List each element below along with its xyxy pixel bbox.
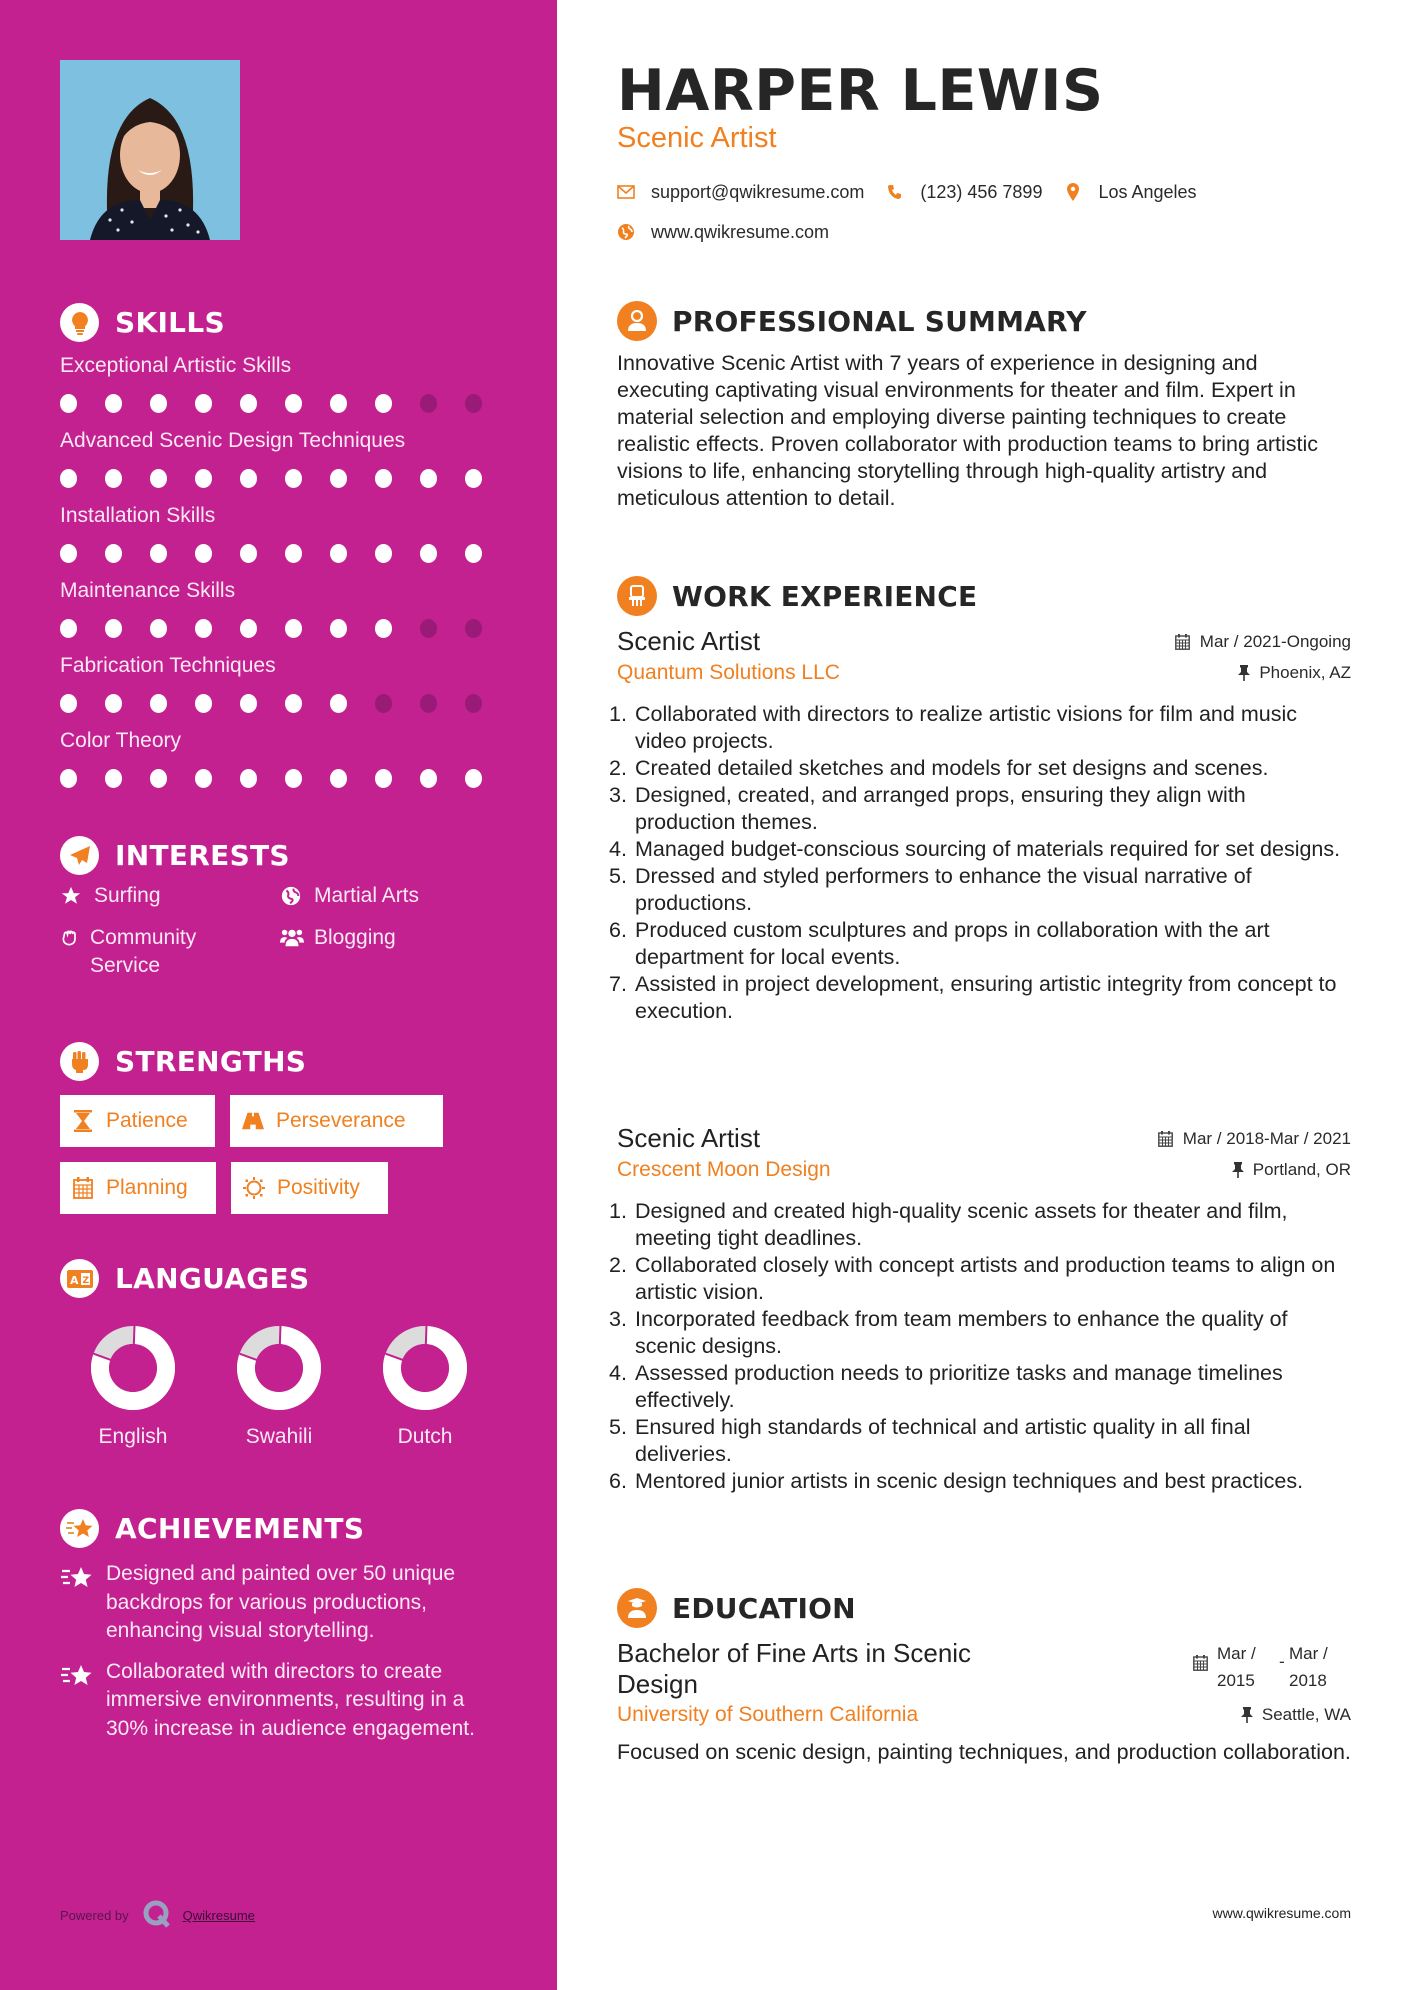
strengths-title: STRENGTHS <box>115 1045 307 1078</box>
rating-dot-empty <box>465 619 482 638</box>
rating-dot-filled <box>330 694 347 713</box>
skills-heading <box>60 303 225 342</box>
rating-dot-filled <box>330 469 347 488</box>
strengths-heading <box>60 1042 306 1081</box>
strength-patience: Patience <box>60 1095 215 1147</box>
rating-dot-filled <box>105 694 122 713</box>
rating-dot-empty <box>465 694 482 713</box>
calendar-icon <box>1158 1131 1174 1147</box>
achievements-title: ACHIEVEMENTS <box>115 1512 365 1545</box>
rating-dot-filled <box>285 619 302 638</box>
rating-dot-filled <box>375 769 392 788</box>
list-number: 2. <box>609 1253 627 1277</box>
rating-dot-filled <box>420 544 437 563</box>
responsibility-item: 2. Created detailed sketches and models for set designs and scenes. <box>609 756 1269 780</box>
rating-dot-filled <box>195 469 212 488</box>
candidate-name: HARPER LEWIS <box>617 58 1104 124</box>
languages-list <box>60 1325 510 1449</box>
skill-item <box>60 427 510 502</box>
skill-item <box>60 502 510 577</box>
language-donut-chart <box>382 1325 468 1411</box>
chair-icon <box>617 576 657 616</box>
list-number: 1. <box>609 702 627 726</box>
rating-dot-filled <box>60 769 77 788</box>
job-entry <box>609 1121 1351 1495</box>
interests-list <box>60 882 510 980</box>
responsibility-item: 4. Assessed production needs to prioritize tasks and manage timelines effectively. <box>609 1361 1283 1412</box>
skill-rating <box>60 469 510 488</box>
phone-icon <box>886 183 904 201</box>
rating-dot-filled <box>420 469 437 488</box>
rating-dot-filled <box>375 394 392 413</box>
strength-positivity: Positivity <box>231 1162 388 1214</box>
fist-icon <box>60 1042 99 1081</box>
globe-icon <box>617 223 635 241</box>
responsibility-item: 1. Collaborated with directors to realize artistic visions for film and music video projects. <box>609 702 1297 753</box>
rating-dot-filled <box>240 619 257 638</box>
pushpin-icon <box>1237 665 1251 681</box>
rating-dot-filled <box>285 769 302 788</box>
svg-text:Z: Z <box>82 1275 89 1286</box>
shooting-star-icon <box>60 1560 106 1646</box>
rating-dot-empty <box>420 694 437 713</box>
education-entry <box>617 1638 1351 1766</box>
svg-text:A: A <box>69 1273 79 1287</box>
skill-item <box>60 727 510 802</box>
school-name: University of Southern California <box>617 1703 919 1726</box>
interests-heading <box>60 836 290 875</box>
degree-title: Bachelor of Fine Arts in Scenic Design <box>617 1638 972 1699</box>
responsibility-item: 7. Assisted in project development, ensuring artistic integrity from concept to execution. <box>609 972 1337 1023</box>
list-number: 6. <box>609 1469 627 1493</box>
rating-dot-filled <box>105 544 122 563</box>
rating-dot-filled <box>465 469 482 488</box>
language-item <box>352 1325 498 1449</box>
list-number: 2. <box>609 756 627 780</box>
graduate-icon <box>617 1588 657 1628</box>
responsibility-item: 2. Collaborated closely with concept artists and production teams to align on artistic vision. <box>609 1253 1336 1304</box>
hourglass-icon <box>72 1110 94 1132</box>
language-item <box>206 1325 352 1449</box>
rating-dot-filled <box>150 469 167 488</box>
footer-website-link[interactable]: www.qwikresume.com <box>1212 1905 1351 1921</box>
candidate-role: Scenic Artist <box>617 122 777 154</box>
users-icon <box>280 924 304 952</box>
responsibility-item: 6. Produced custom sculptures and props in collaboration with the art department for local events. <box>609 918 1270 969</box>
achievement-item: Designed and painted over 50 unique backdrops for various productions, enhancing visual storytelling. <box>60 1560 480 1646</box>
job-location: Portland, OR <box>1231 1160 1351 1180</box>
qwikresume-link[interactable]: Qwikresume <box>182 1908 255 1923</box>
list-number: 6. <box>609 918 627 942</box>
responsibility-item: 1. Designed and created high-quality scenic assets for theater and film, meeting tight deadlines. <box>609 1199 1288 1250</box>
achievement-item: Collaborated with directors to create immersive environments, resulting in a 30% increase in audience engagement. <box>60 1658 480 1744</box>
responsibility-item: 6. Mentored junior artists in scenic design techniques and best practices. <box>609 1469 1304 1493</box>
job-responsibilities <box>609 1198 1351 1495</box>
interest-item: Martial Arts <box>280 882 500 910</box>
responsibility-item: 4. Managed budget-conscious sourcing of materials required for set designs. <box>609 837 1341 861</box>
skill-name: Maintenance Skills <box>60 579 236 602</box>
responsibility-item: 3. Incorporated feedback from team members to enhance the quality of scenic designs. <box>609 1307 1288 1358</box>
rating-dot-filled <box>465 769 482 788</box>
languages-title: LANGUAGES <box>115 1262 310 1295</box>
interest-item: Surfing <box>60 882 280 910</box>
contact-location: Los Angeles <box>1064 182 1196 203</box>
globe-icon <box>280 882 304 910</box>
skill-rating <box>60 394 510 413</box>
list-number: 3. <box>609 1307 627 1331</box>
skill-item <box>60 652 510 727</box>
rating-dot-filled <box>285 544 302 563</box>
rating-dot-empty <box>465 394 482 413</box>
strength-planning: Planning <box>60 1162 216 1214</box>
rating-dot-filled <box>195 694 212 713</box>
company-name: Quantum Solutions LLC <box>617 661 840 684</box>
language-name: English <box>98 1425 168 1448</box>
sun-icon <box>243 1177 265 1199</box>
rating-dot-empty <box>420 394 437 413</box>
skill-item <box>60 352 510 427</box>
rating-dot-filled <box>60 544 77 563</box>
rating-dot-filled <box>285 469 302 488</box>
achievements-list <box>60 1560 480 1755</box>
language-donut-chart <box>236 1325 322 1411</box>
rating-dot-filled <box>105 619 122 638</box>
rating-dot-filled <box>60 619 77 638</box>
skill-name: Installation Skills <box>60 504 216 527</box>
rating-dot-filled <box>195 544 212 563</box>
skill-name: Fabrication Techniques <box>60 654 276 677</box>
language-name: Swahili <box>245 1425 313 1448</box>
job-dates: Mar / 2021-Ongoing <box>1175 632 1351 652</box>
rating-dot-filled <box>330 544 347 563</box>
rating-dot-filled <box>240 469 257 488</box>
rating-dot-filled <box>150 619 167 638</box>
list-number: 1. <box>609 1199 627 1223</box>
paper-plane-icon <box>60 836 99 875</box>
skill-item <box>60 577 510 652</box>
lightbulb-icon <box>60 303 99 342</box>
rating-dot-filled <box>240 544 257 563</box>
experience-heading: WORK EXPERIENCE <box>617 576 977 616</box>
rating-dot-filled <box>240 769 257 788</box>
list-number: 4. <box>609 1361 627 1385</box>
responsibility-item: 5. Dressed and styled performers to enhance the visual narrative of productions. <box>609 864 1252 915</box>
achievements-heading <box>60 1509 364 1548</box>
rating-dot-filled <box>150 394 167 413</box>
interest-item: Blogging <box>280 924 500 980</box>
contact-website[interactable]: www.qwikresume.com <box>617 222 829 243</box>
rating-dot-filled <box>465 544 482 563</box>
skill-rating <box>60 619 510 638</box>
education-dates: Mar / 2015 - Mar / 2018 <box>1193 1640 1351 1700</box>
calendar-icon <box>1175 634 1191 650</box>
rating-dot-filled <box>60 469 77 488</box>
contact-email[interactable]: support@qwikresume.com <box>617 182 864 203</box>
envelope-icon <box>617 183 635 201</box>
hand-icon <box>60 924 80 952</box>
responsibility-item: 3. Designed, created, and arranged props, ensuring they align with production themes. <box>609 783 1246 834</box>
strengths-list <box>60 1095 520 1229</box>
list-number: 5. <box>609 864 627 888</box>
map-pin-icon <box>1064 183 1082 201</box>
rating-dot-filled <box>240 394 257 413</box>
rating-dot-filled <box>105 469 122 488</box>
language-donut-chart <box>90 1325 176 1411</box>
profile-photo <box>60 60 240 240</box>
rating-dot-filled <box>330 619 347 638</box>
rating-dot-filled <box>60 694 77 713</box>
rating-dot-filled <box>105 769 122 788</box>
rating-dot-filled <box>420 769 437 788</box>
job-entry <box>609 624 1351 1025</box>
rating-dot-filled <box>285 394 302 413</box>
language-item <box>60 1325 206 1449</box>
rating-dot-filled <box>60 394 77 413</box>
company-name: Crescent Moon Design <box>617 1158 831 1181</box>
rating-dot-filled <box>240 694 257 713</box>
job-title: Scenic Artist <box>617 626 761 656</box>
list-number: 4. <box>609 837 627 861</box>
interests-title: INTERESTS <box>115 839 290 872</box>
skill-rating <box>60 694 510 713</box>
contact-info <box>617 178 1351 258</box>
rating-dot-filled <box>105 394 122 413</box>
calendar-icon <box>72 1177 94 1199</box>
shooting-star-icon <box>60 1658 106 1744</box>
road-icon <box>242 1110 264 1132</box>
pushpin-icon <box>1240 1707 1254 1723</box>
strength-perseverance: Perseverance <box>230 1095 443 1147</box>
sidebar <box>0 0 557 1990</box>
rating-dot-filled <box>195 769 212 788</box>
languages-heading <box>60 1259 309 1298</box>
job-location: Phoenix, AZ <box>1237 663 1351 683</box>
rating-dot-filled <box>195 619 212 638</box>
rating-dot-filled <box>330 769 347 788</box>
job-dates: Mar / 2018-Mar / 2021 <box>1158 1129 1351 1149</box>
rating-dot-filled <box>150 694 167 713</box>
powered-by: Powered by Qwikresume <box>60 1900 255 1931</box>
education-location: Seattle, WA <box>1240 1705 1351 1725</box>
rating-dot-filled <box>375 469 392 488</box>
summary-heading: PROFESSIONAL SUMMARY <box>617 301 1087 341</box>
skill-name: Exceptional Artistic Skills <box>60 354 292 377</box>
rating-dot-filled <box>150 769 167 788</box>
contact-phone[interactable]: (123) 456 7899 <box>886 182 1042 203</box>
responsibility-item: 5. Ensured high standards of technical and artistic quality in all final deliveries. <box>609 1415 1251 1466</box>
user-icon <box>617 301 657 341</box>
calendar-icon <box>1193 1652 1208 1679</box>
education-heading: EDUCATION <box>617 1588 856 1628</box>
star-icon <box>60 882 84 910</box>
rating-dot-filled <box>285 694 302 713</box>
rating-dot-filled <box>375 619 392 638</box>
job-title: Scenic Artist <box>617 1123 761 1153</box>
rating-dot-filled <box>150 544 167 563</box>
shooting-star-icon <box>60 1509 99 1548</box>
qwikresume-logo-icon <box>143 1900 171 1931</box>
pushpin-icon <box>1231 1162 1245 1178</box>
rating-dot-filled <box>375 544 392 563</box>
skills-list <box>60 352 510 802</box>
rating-dot-empty <box>375 694 392 713</box>
interest-item: Community Service <box>60 924 230 980</box>
list-number: 5. <box>609 1415 627 1439</box>
skill-rating <box>60 769 510 788</box>
list-number: 3. <box>609 783 627 807</box>
skill-name: Advanced Scenic Design Techniques <box>60 429 406 452</box>
skill-name: Color Theory <box>60 729 181 752</box>
list-number: 7. <box>609 972 627 996</box>
skill-rating <box>60 544 510 563</box>
rating-dot-filled <box>330 394 347 413</box>
job-responsibilities <box>609 701 1351 1025</box>
language-name: Dutch <box>397 1425 453 1448</box>
summary-text: Innovative Scenic Artist with 7 years of experience in designing and executing captivating visual environments for theater and film. Expert in material selection and employing diverse painting techniques to create realistic effects. Proven collaborator with production teams to bring artistic visions to life, enhancing storytelling through high-quality artistry and meticulous attention to detail. <box>617 351 1319 510</box>
rating-dot-empty <box>420 619 437 638</box>
skills-title: SKILLS <box>115 306 225 339</box>
education-description: Focused on scenic design, painting techniques, and production collaboration. <box>617 1740 1351 1764</box>
rating-dot-filled <box>195 394 212 413</box>
translate-icon <box>60 1259 99 1298</box>
